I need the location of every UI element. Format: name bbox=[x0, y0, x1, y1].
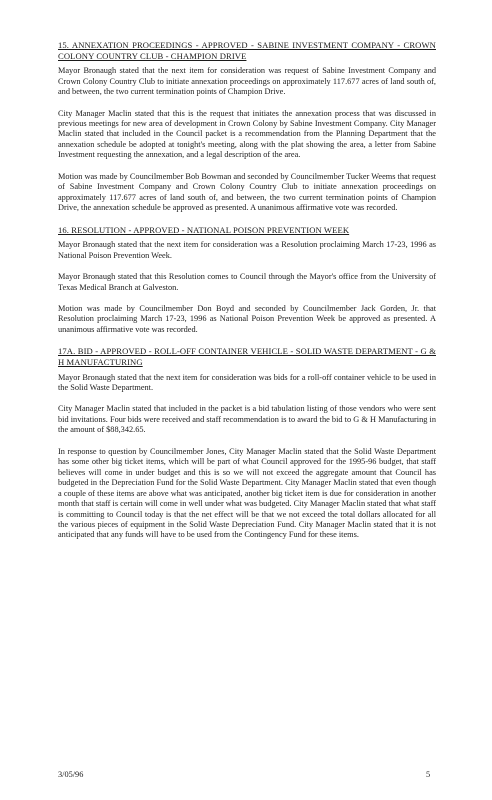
section-16-heading: 16. RESOLUTION - APPROVED - NATIONAL POISON PREVENTION WEEK bbox=[58, 224, 350, 235]
minutes-body bbox=[58, 40, 436, 552]
section-16-paragraph-2: Mayor Bronaugh stated that this Resolution comes to Council through the Mayor's office from the University of Texas Medical Branch at Galveston. bbox=[58, 272, 436, 292]
section-17a-paragraph-3: In response to question by Councilmember Jones, City Manager Maclin stated that the Solid Waste Department has some other big ticket items, which will be part of what Council approved for the 1995-96 budget, that staff believes will come in under budget and this is so we will not exceed the aggregate amount that Council has budgeted in the Depreciation Fund for the Solid Waste Department. City Manager Maclin stated that even though a couple of these items are above what was anticipated, another big ticket item is due for consideration in another month that staff is certain will come in well under what was budgeted. City Manager Maclin stated that what staff is committing to Council today is that the net effect will be that we not exceed the total dollars allocated for all the various pieces of equipment in the Solid Waste Depreciation Fund. City Manager Maclin stated that it is not anticipated that any funds will have to be used from the Contingency Fund for these items. bbox=[58, 446, 436, 540]
footer-date: 3/05/96 bbox=[58, 770, 84, 779]
section-15-paragraph-1: Mayor Bronaugh stated that the next item for consideration was request of Sabine Investment Company and Crown Colony Country Club to initiate annexation proceedings on approximately 117.677 acres of land south of, and between, the two current termination points of Champion Drive. bbox=[58, 66, 436, 97]
section-16-paragraph-3: Motion was made by Councilmember Don Boyd and seconded by Councilmember Jack Gorden, Jr. that Resolution proclaiming March 17-23, 1996 as National Poison Prevention Week be approved as presented. A unanimous affirmative vote was recorded. bbox=[58, 304, 436, 334]
section-17a-heading: 17A. BID - APPROVED - ROLL-OFF CONTAINER VEHICLE - SOLID WASTE DEPARTMENT - G & H MANUFACTURING bbox=[58, 346, 436, 367]
section-15-paragraph-3: Motion was made by Councilmember Bob Bowman and seconded by Councilmember Tucker Weems that request of Sabine Investment Company and Crown Colony Country Club to initiate annexation proceedings on approximately 117.677 acres of land south of, and between, the two current termination points of Champion Drive, the annexation schedule be approved as presented. A unanimous affirmative vote was recorded. bbox=[58, 171, 437, 213]
section-15-paragraph-2: City Manager Maclin stated that this is the request that initiates the annexation process that was discussed in previous meetings for new area of development in Crown Colony by Sabine Investment Company. City Manager Maclin stated that included in the Council packet is a recommendation from the Planning Department that the annexation schedule be adopted at tonight's meeting, along with the plat showing the area, a letter from Sabine Investment requesting the annexation, and a legal description of the area. bbox=[58, 108, 436, 160]
section-17a-paragraph-1: Mayor Bronaugh stated that the next item for consideration was bids for a roll-off container vehicle to be used in the Solid Waste Department. bbox=[58, 372, 436, 393]
section-17a-paragraph-2: City Manager Maclin stated that included in the packet is a bid tabulation listing of those vendors who were sent bid invitations. Four bids were received and staff recommendation is to award the bid to G & H Manufacturing in the amount of $88,342.65. bbox=[58, 404, 436, 435]
section-15-heading: 15. ANNEXATION PROCEEDINGS - APPROVED - SABINE INVESTMENT COMPANY - CROWN COLONY COUNTRY CLUB - CHAMPION DRIVE bbox=[58, 40, 436, 61]
section-16-paragraph-1: Mayor Bronaugh stated that the next item for consideration was a Resolution proclaiming March 17-23, 1996 as National Poison Prevention Week. bbox=[58, 240, 436, 260]
page-number: 5 bbox=[426, 770, 431, 779]
